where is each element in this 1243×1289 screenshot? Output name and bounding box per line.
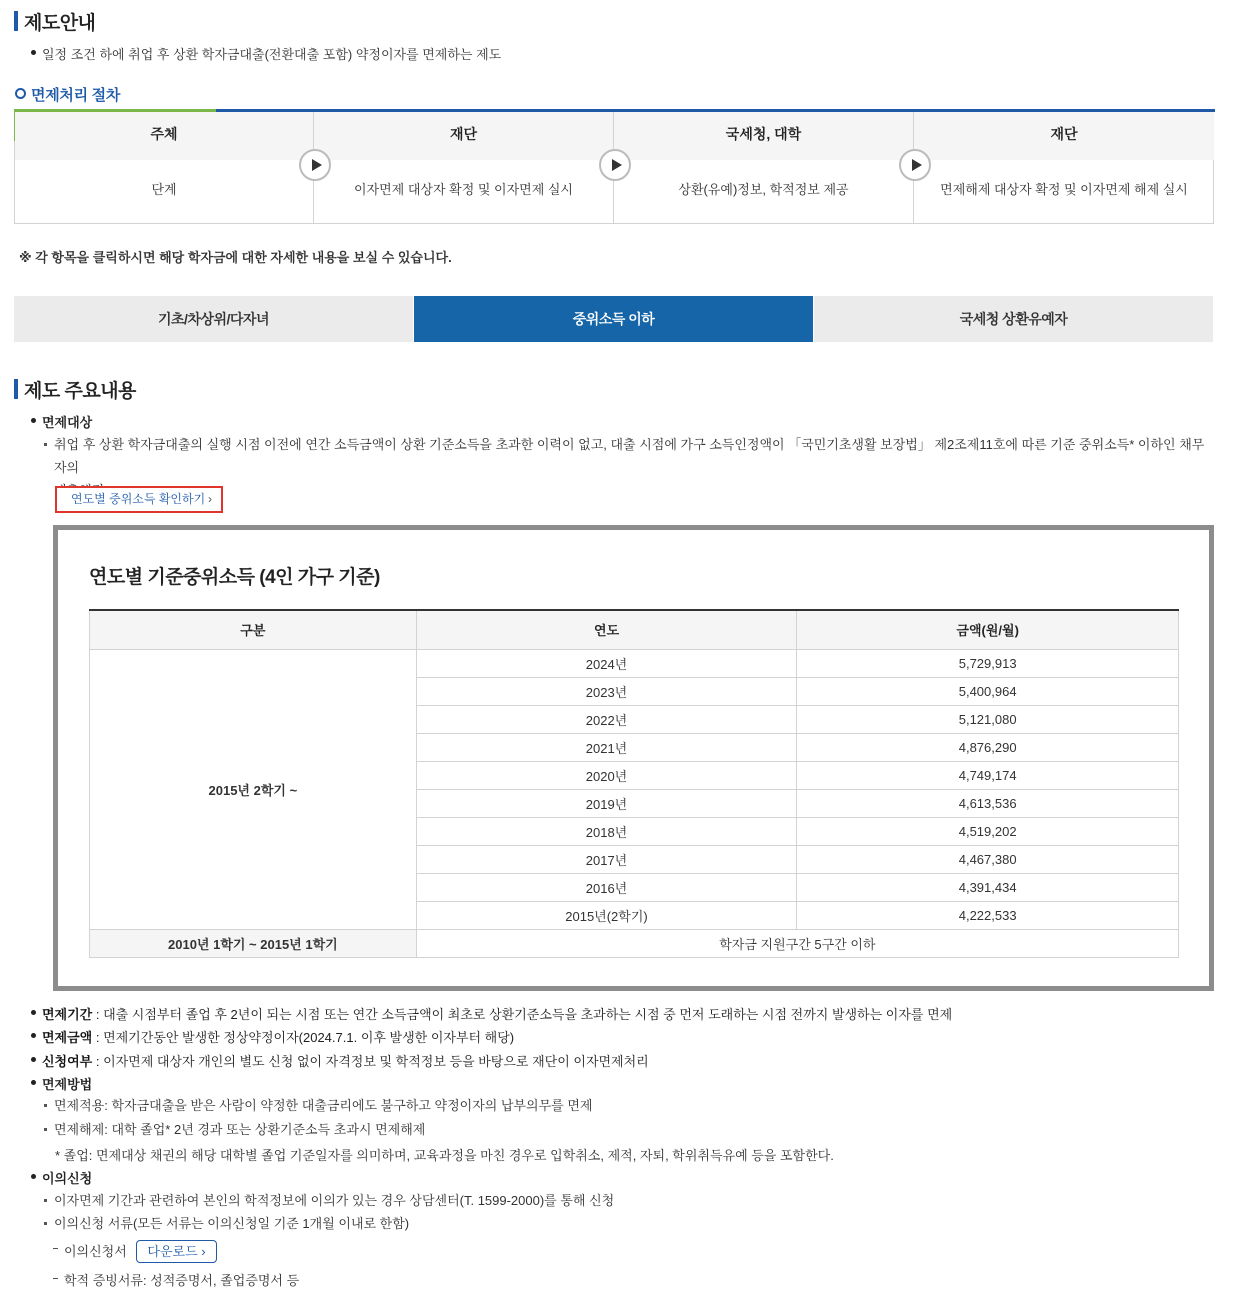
play-arrow-icon — [899, 149, 931, 181]
process-step-head: 국세청, 대학 — [614, 112, 913, 160]
objection-title: 이의신청 — [31, 1168, 92, 1187]
year-cell: 2022년 — [416, 705, 797, 733]
process-step-body: 단계 — [151, 182, 177, 197]
apply-label: 신청여부 — [42, 1054, 93, 1069]
amount-cell: 5,121,080 — [797, 705, 1179, 733]
target-title: 면제대상 — [31, 412, 92, 431]
method-note: * 졸업: 면제대상 채권의 해당 대학별 졸업 기준일자를 의미하며, 교육과정을 마친 경우로 입학취소, 제적, 자퇴, 학위취득유예 등을 포함한다. — [55, 1148, 834, 1163]
process-step-4 — [914, 112, 1214, 223]
median-income-panel — [53, 525, 1214, 991]
process-flow — [14, 109, 1214, 224]
period-item — [31, 1004, 952, 1023]
apply-item — [31, 1051, 649, 1070]
download-label: 다운로드 — [147, 1244, 198, 1259]
process-step-body: 이자면제 대상자 확정 및 이자면제 실시 — [354, 182, 573, 197]
section-title-guide: 제도안내 — [14, 8, 95, 35]
year-cell: 2017년 — [416, 845, 797, 873]
income-table — [89, 609, 1179, 958]
amount-cell: 4,222,533 — [797, 901, 1179, 929]
process-step-head: 주체 — [15, 112, 313, 160]
group-value-cell: 학자금 지원구간 5구간 이하 — [416, 929, 1178, 957]
year-cell: 2021년 — [416, 733, 797, 761]
doc-item-form — [53, 1240, 217, 1263]
amount-cell: 5,729,913 — [797, 649, 1179, 677]
process-title: 면제처리 절차 — [14, 84, 120, 105]
process-step-body: 상환(유예)정보, 학적정보 제공 — [678, 182, 849, 197]
doc-form-label: 이의신청서 — [64, 1244, 127, 1259]
amount-text: : 면제기간동안 발생한 정상약정이자(2024.7.1. 이후 발생한 이자부터 해당) — [92, 1030, 515, 1045]
section-title-main: 제도 주요내용 — [14, 376, 136, 403]
method-title: 면제방법 — [31, 1074, 92, 1093]
process-step-head: 재단 — [914, 112, 1214, 160]
chevron-right-icon: › — [208, 492, 212, 506]
amount-cell: 4,613,536 — [797, 789, 1179, 817]
period-label: 면제기간 — [42, 1007, 93, 1022]
process-step-2 — [314, 112, 614, 223]
table-header: 연도 — [416, 610, 797, 649]
tab-median-income[interactable]: 중위소득 이하 — [414, 296, 813, 342]
play-arrow-icon — [299, 149, 331, 181]
year-cell: 2015년(2학기) — [416, 901, 797, 929]
process-step-1 — [15, 112, 314, 223]
amount-cell: 4,519,202 — [797, 817, 1179, 845]
play-arrow-icon — [599, 149, 631, 181]
group-cell: 2015년 2학기 ~ — [90, 649, 417, 929]
year-cell: 2023년 — [416, 677, 797, 705]
info-note: ※ 각 항목을 클릭하시면 해당 학자금에 대한 자세한 내용을 보실 수 있습니다. — [19, 250, 452, 265]
amount-cell: 4,467,380 — [797, 845, 1179, 873]
objection-item-1: 이자면제 기간과 관련하여 본인의 학적정보에 이의가 있는 경우 상담센터(T. 1599-2000)를 통해 신청 — [44, 1189, 614, 1212]
table-row — [90, 649, 1179, 677]
amount-cell: 5,400,964 — [797, 677, 1179, 705]
objection-item-2: 이의신청 서류(모든 서류는 이의신청일 기준 1개월 이내로 한함) — [44, 1212, 409, 1235]
process-step-3 — [614, 112, 914, 223]
year-cell: 2024년 — [416, 649, 797, 677]
year-cell: 2019년 — [416, 789, 797, 817]
table-row — [90, 929, 1179, 957]
year-cell: 2020년 — [416, 761, 797, 789]
chevron-right-icon: › — [201, 1244, 206, 1259]
tab-tax-deferral[interactable]: 국세청 상환유예자 — [814, 296, 1213, 342]
guide-description: 일정 조건 하에 취업 후 상환 학자금대출(전환대출 포함) 약정이자를 면제하는 제도 — [31, 44, 501, 63]
target-desc-line1: 취업 후 상환 학자금대출의 실행 시점 이전에 연간 소득금액이 상환 기준소득을 초과한 이력이 없고, 대출 시점에 가구 소득인정액이 「국민기초생활 보장법」 제2조제11호에 따른 기준 중위소득* 이하인 채무자의 — [54, 437, 1205, 475]
process-step-head: 재단 — [314, 112, 613, 160]
method-apply: 면제적용: 학자금대출을 받은 사람이 약정한 대출금리에도 불구하고 약정이자의 납부의무를 면제 — [44, 1094, 592, 1117]
amount-cell: 4,876,290 — [797, 733, 1179, 761]
group-cell: 2010년 1학기 ~ 2015년 1학기 — [90, 929, 417, 957]
amount-item — [31, 1027, 514, 1046]
process-step-body: 면제해제 대상자 확정 및 이자면제 해제 실시 — [940, 182, 1188, 197]
table-header: 금액(원/월) — [797, 610, 1179, 649]
download-button[interactable] — [136, 1240, 216, 1263]
apply-text: : 이자면제 대상자 개인의 별도 신청 없이 자격정보 및 학적정보 등을 바탕으로 재단이 이자면제처리 — [92, 1054, 649, 1069]
amount-cell: 4,749,174 — [797, 761, 1179, 789]
year-cell: 2018년 — [416, 817, 797, 845]
tab-basic-livelihood[interactable]: 기초/차상위/다자녀 — [14, 296, 413, 342]
period-text: : 대출 시점부터 졸업 후 2년이 되는 시점 또는 연간 소득금액이 최초로 상환기준소득을 초과하는 시점 중 먼저 도래하는 시점 전까지 발생하는 이자를 면제 — [92, 1007, 953, 1022]
doc-item-proof: 학적 증빙서류: 성적증명서, 졸업증명서 등 — [53, 1270, 299, 1289]
amount-cell: 4,391,434 — [797, 873, 1179, 901]
target-desc-line2 — [54, 479, 1214, 502]
income-table-title: 연도별 기준중위소득 (4인 가구 기준) — [89, 567, 380, 588]
table-header: 구분 — [90, 610, 417, 649]
method-release: 면제해제: 대학 졸업* 2년 경과 또는 상환기준소득 초과시 면제해제 — [44, 1118, 425, 1141]
year-cell: 2016년 — [416, 873, 797, 901]
amount-label: 면제금액 — [42, 1030, 93, 1045]
check-button-label: 연도별 중위소득 확인하기 — [71, 492, 206, 506]
median-income-check-button[interactable] — [55, 486, 223, 513]
